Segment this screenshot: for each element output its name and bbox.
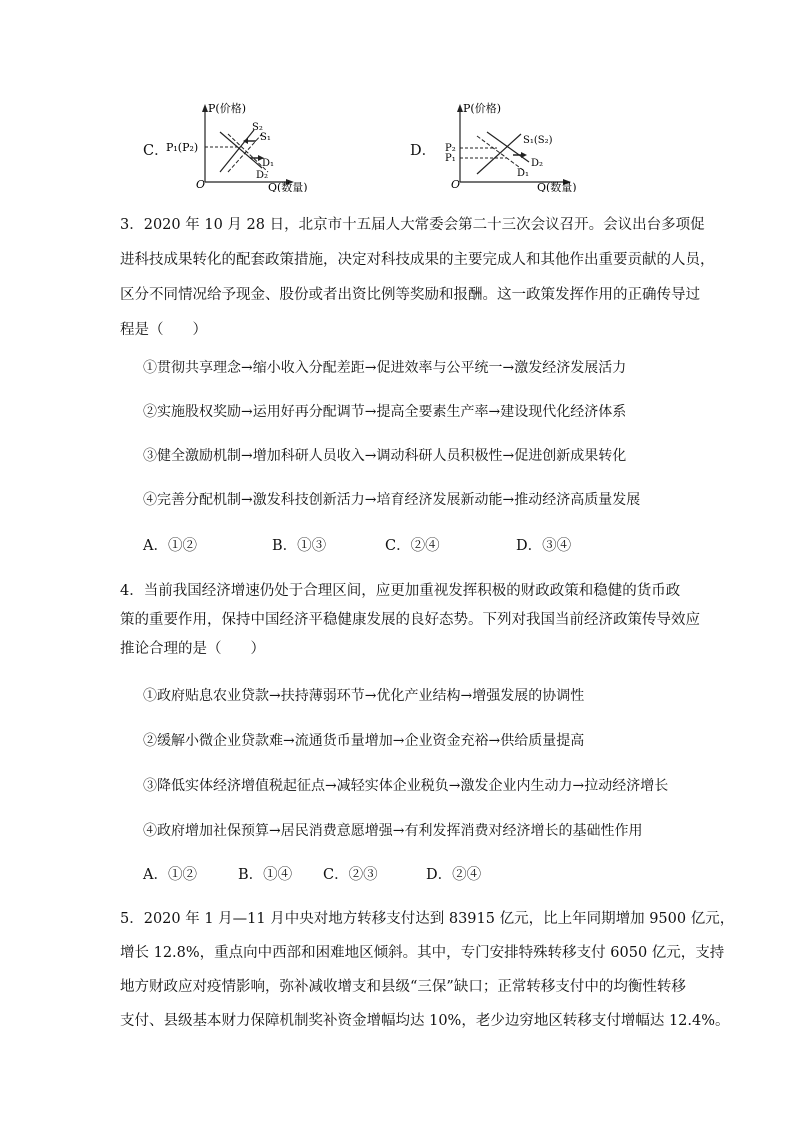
graph-c-x-axis-label: Q(数量) [268, 181, 308, 192]
q4-option-d[interactable]: D．②④ [426, 867, 482, 883]
graph-c-origin: O [196, 178, 206, 191]
graph-d-p2-label: P₂ [445, 143, 456, 154]
q4-line-3: 推论合理的是（ ） [120, 641, 265, 657]
q4-line-1: 4．当前我国经济增速仍处于合理区间，应更加重视发挥积极的财政政策和稳健的货币政 [120, 583, 681, 599]
q5-line-4: 支付、县级基本财力保障机制奖补资金增幅均达 10%，老少边穷地区转移支付增幅达 12.4%。 [120, 1013, 730, 1029]
q4-item-2: ②缓解小微企业贷款难→流通货币量增加→企业资金充裕→供给质量提高 [143, 733, 585, 749]
q4-item-1: ①政府贴息农业贷款→扶持薄弱环节→优化产业结构→增强发展的协调性 [143, 688, 585, 704]
graph-d-s-label: S₁(S₂) [523, 135, 553, 146]
graph-d-x-axis-label: Q(数量) [537, 181, 577, 192]
graph-c-option-label: C． [143, 143, 169, 159]
graph-c-d1-label: D₁ [262, 158, 275, 169]
graph-c-price-label: P₁(P₂) [166, 141, 199, 154]
graph-d-y-axis-label: P(价格) [463, 102, 501, 115]
graph-d-origin: O [451, 178, 461, 191]
q3-item-2: ②实施股权奖励→运用好再分配调节→提高全要素生产率→建设现代化经济体系 [143, 404, 627, 420]
q4-item-4: ④政府增加社保预算→居民消费意愿增强→有利发挥消费对经济增长的基础性作用 [143, 823, 643, 839]
q3-option-b[interactable]: B．①③ [272, 538, 327, 554]
q3-line-1: 3．2020 年 10 月 28 日，北京市十五届人大常委会第二十三次会议召开。会议出台多项促 [120, 217, 705, 233]
q3-option-a[interactable]: A．①② [143, 538, 197, 554]
q5-line-3: 地方财政应对疫情影响，弥补减收增支和县级“三保”缺口；正常转移支付中的均衡性转移 [120, 979, 686, 995]
graph-c-supply-demand [158, 100, 338, 192]
q4-line-2: 策的重要作用，保持中国经济平稳健康发展的良好态势。下列对我国当前经济政策传导效应 [120, 612, 700, 628]
graph-d-d1-label: D₁ [517, 168, 530, 179]
q3-line-4: 程是（ ） [120, 322, 207, 338]
q3-item-3: ③健全激励机制→增加科研人员收入→调动科研人员积极性→促进创新成果转化 [143, 448, 627, 464]
q3-line-2: 进科技成果转化的配套政策措施，决定对科技成果的主要完成人和其他作出重要贡献的人员， [120, 252, 715, 268]
graph-c-y-axis-label: P(价格) [208, 102, 246, 115]
graph-d-supply-demand [425, 100, 605, 192]
q3-line-3: 区分不同情况给予现金、股份或者出资比例等奖励和报酬。这一政策发挥作用的正确传导过 [120, 287, 700, 303]
graph-d-p1-label: P₁ [445, 153, 456, 164]
q3-option-d[interactable]: D．③④ [516, 538, 572, 554]
graph-c-s1-label: S₁ [260, 132, 271, 143]
q4-option-b[interactable]: B．①④ [238, 867, 293, 883]
graph-c-d2-label: D₂ [256, 170, 269, 181]
q3-option-c[interactable]: C．②④ [385, 538, 440, 554]
graph-c-s2-label: S₂ [252, 122, 263, 133]
q5-line-2: 增长 12.8%，重点向中西部和困难地区倾斜。其中，专门安排特殊转移支付 6050 亿元，支持 [120, 945, 725, 961]
graph-d-d2-label: D₂ [531, 158, 544, 169]
graph-d-option-label: D． [410, 143, 437, 159]
q4-option-a[interactable]: A．①② [143, 867, 197, 883]
q3-item-1: ①贯彻共享理念→缩小收入分配差距→促进效率与公平统一→激发经济发展活力 [143, 360, 627, 376]
q3-item-4: ④完善分配机制→激发科技创新活力→培育经济发展新动能→推动经济高质量发展 [143, 492, 641, 508]
q4-option-c[interactable]: C．②③ [323, 867, 378, 883]
q5-line-1: 5．2020 年 1 月—11 月中央对地方转移支付达到 83915 亿元，比上年同期增加 9500 亿元， [120, 911, 735, 927]
q4-item-3: ③降低实体经济增值税起征点→减轻实体企业税负→激发企业内生动力→拉动经济增长 [143, 778, 669, 794]
